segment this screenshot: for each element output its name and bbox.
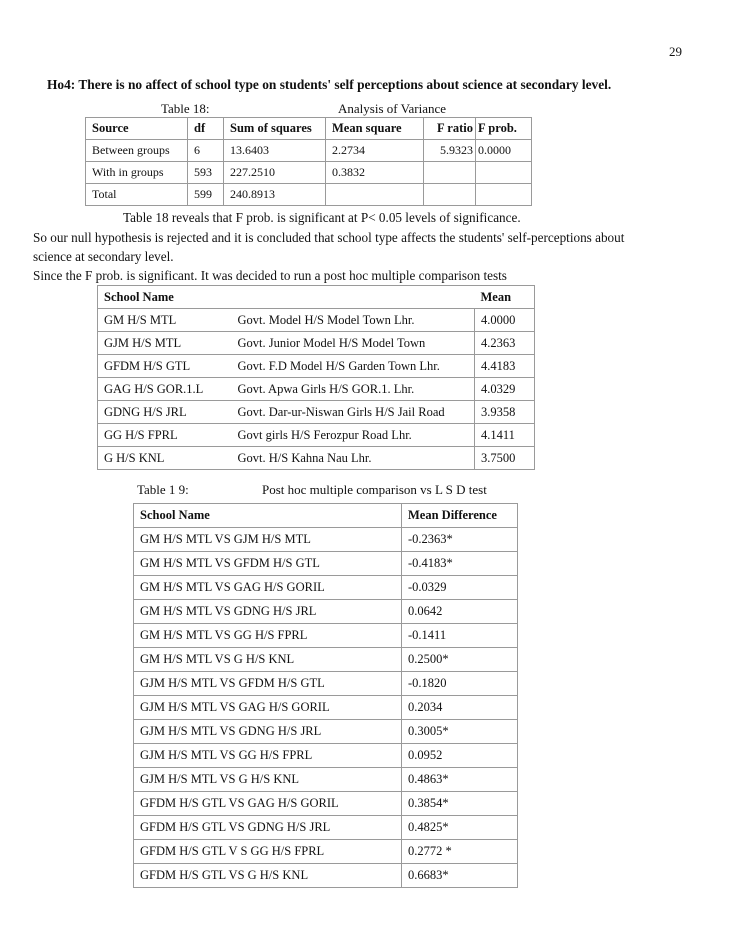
school-mean: 4.0329 xyxy=(475,378,535,401)
table-row xyxy=(134,696,518,720)
comparison-cell: GM H/S MTL VS GDNG H/S JRL xyxy=(134,600,402,624)
school-mean: 3.7500 xyxy=(475,447,535,470)
table-cell: 13.6403 xyxy=(224,140,326,162)
table-row xyxy=(98,424,535,447)
school-full-name: Govt. F.D Model H/S Garden Town Lhr. xyxy=(232,355,475,378)
table-row xyxy=(134,528,518,552)
table-cell: 0.0000 xyxy=(476,140,532,162)
school-code: GJM H/S MTL xyxy=(98,332,232,355)
school-mean: 4.1411 xyxy=(475,424,535,447)
header-f-prob: F prob. xyxy=(476,118,532,140)
school-code: GDNG H/S JRL xyxy=(98,401,232,424)
table-cell xyxy=(326,184,424,206)
table-row xyxy=(134,600,518,624)
header-mean: Mean xyxy=(475,286,535,309)
mean-difference-cell: 0.0952 xyxy=(402,744,518,768)
school-full-name: Govt. H/S Kahna Nau Lhr. xyxy=(232,447,475,470)
comparison-cell: GM H/S MTL VS GJM H/S MTL xyxy=(134,528,402,552)
school-full-name: Govt girls H/S Ferozpur Road Lhr. xyxy=(232,424,475,447)
table-cell xyxy=(424,184,476,206)
mean-difference-cell: 0.2034 xyxy=(402,696,518,720)
school-code: GFDM H/S GTL xyxy=(98,355,232,378)
table-cell: 2.2734 xyxy=(326,140,424,162)
table-row xyxy=(134,576,518,600)
comparison-cell: GM H/S MTL VS GFDM H/S GTL xyxy=(134,552,402,576)
mean-difference-cell: 0.3854* xyxy=(402,792,518,816)
school-full-name: Govt. Apwa Girls H/S GOR.1. Lhr. xyxy=(232,378,475,401)
comparison-cell: GJM H/S MTL VS G H/S KNL xyxy=(134,768,402,792)
table-row xyxy=(134,744,518,768)
school-code: G H/S KNL xyxy=(98,447,232,470)
header-f-ratio: F ratio xyxy=(424,118,476,140)
school-code: GG H/S FPRL xyxy=(98,424,232,447)
table-row xyxy=(86,162,532,184)
school-full-name: Govt. Dar-ur-Niswan Girls H/S Jail Road xyxy=(232,401,475,424)
table-row xyxy=(86,140,532,162)
school-mean: 4.0000 xyxy=(475,309,535,332)
header-school-name: School Name xyxy=(98,286,475,309)
mean-difference-cell: 0.4825* xyxy=(402,816,518,840)
table-cell: Between groups xyxy=(86,140,188,162)
table-cell: Total xyxy=(86,184,188,206)
table-cell xyxy=(476,162,532,184)
page-number: 29 xyxy=(669,44,682,59)
school-mean: 4.2363 xyxy=(475,332,535,355)
hypothesis-heading: Ho4: There is no affect of school type on students' self perceptions about science at secondary level. xyxy=(47,77,612,92)
school-code: GAG H/S GOR.1.L xyxy=(98,378,232,401)
table-cell xyxy=(424,162,476,184)
school-full-name: Govt. Model H/S Model Town Lhr. xyxy=(232,309,475,332)
mean-difference-cell: 0.2500* xyxy=(402,648,518,672)
comparison-cell: GJM H/S MTL VS GAG H/S GORIL xyxy=(134,696,402,720)
table19-caption-left: Table 1 9: xyxy=(137,482,189,497)
table-row xyxy=(98,378,535,401)
table-cell: 5.9323 xyxy=(424,140,476,162)
table-cell: 6 xyxy=(188,140,224,162)
table-row xyxy=(98,309,535,332)
comparison-cell: GM H/S MTL VS GG H/S FPRL xyxy=(134,624,402,648)
table-row xyxy=(134,768,518,792)
comparison-cell: GJM H/S MTL VS GDNG H/S JRL xyxy=(134,720,402,744)
school-mean: 3.9358 xyxy=(475,401,535,424)
comparison-cell: GFDM H/S GTL VS GAG H/S GORIL xyxy=(134,792,402,816)
paragraph-line-2: So our null hypothesis is rejected and it is concluded that school type affects the students' self-perceptions about xyxy=(33,230,625,245)
table-row xyxy=(134,672,518,696)
header-df: df xyxy=(188,118,224,140)
school-full-name: Govt. Junior Model H/S Model Town xyxy=(232,332,475,355)
table-row xyxy=(134,624,518,648)
table-cell: With in groups xyxy=(86,162,188,184)
paragraph-line-3: science at secondary level. xyxy=(33,249,174,264)
table-row xyxy=(134,792,518,816)
table-cell: 599 xyxy=(188,184,224,206)
table-row xyxy=(98,401,535,424)
mean-difference-cell: 0.6683* xyxy=(402,864,518,888)
post-hoc-table xyxy=(133,503,518,888)
header-school-name: School Name xyxy=(134,504,402,528)
table-row xyxy=(98,447,535,470)
table18-caption-right: Analysis of Variance xyxy=(338,101,447,116)
anova-table xyxy=(85,117,532,206)
table-row xyxy=(86,184,532,206)
header-mean-square: Mean square xyxy=(326,118,424,140)
table-cell: 227.2510 xyxy=(224,162,326,184)
table19-caption-right: Post hoc multiple comparison vs L S D test xyxy=(262,482,487,497)
school-mean: 4.4183 xyxy=(475,355,535,378)
comparison-cell: GJM H/S MTL VS GFDM H/S GTL xyxy=(134,672,402,696)
header-mean-difference: Mean Difference xyxy=(402,504,518,528)
table-row xyxy=(98,332,535,355)
mean-difference-cell: 0.4863* xyxy=(402,768,518,792)
table-cell xyxy=(476,184,532,206)
mean-difference-cell: -0.1820 xyxy=(402,672,518,696)
table-row xyxy=(98,355,535,378)
table-row xyxy=(134,840,518,864)
comparison-cell: GJM H/S MTL VS GG H/S FPRL xyxy=(134,744,402,768)
comparison-cell: GFDM H/S GTL VS G H/S KNL xyxy=(134,864,402,888)
table-header-row xyxy=(86,118,532,140)
mean-difference-cell: 0.2772 * xyxy=(402,840,518,864)
mean-difference-cell: -0.0329 xyxy=(402,576,518,600)
comparison-cell: GFDM H/S GTL VS GDNG H/S JRL xyxy=(134,816,402,840)
header-source: Source xyxy=(86,118,188,140)
schools-table xyxy=(97,285,535,470)
mean-difference-cell: 0.0642 xyxy=(402,600,518,624)
table-row xyxy=(134,552,518,576)
table-row xyxy=(134,720,518,744)
table-row xyxy=(134,648,518,672)
mean-difference-cell: -0.2363* xyxy=(402,528,518,552)
comparison-cell: GFDM H/S GTL V S GG H/S FPRL xyxy=(134,840,402,864)
mean-difference-cell: 0.3005* xyxy=(402,720,518,744)
school-code: GM H/S MTL xyxy=(98,309,232,332)
table-row xyxy=(134,864,518,888)
table-header-row xyxy=(134,504,518,528)
table-cell: 240.8913 xyxy=(224,184,326,206)
comparison-cell: GM H/S MTL VS G H/S KNL xyxy=(134,648,402,672)
comparison-cell: GM H/S MTL VS GAG H/S GORIL xyxy=(134,576,402,600)
header-sum-of-squares: Sum of squares xyxy=(224,118,326,140)
table-cell: 0.3832 xyxy=(326,162,424,184)
table-header-row xyxy=(98,286,535,309)
mean-difference-cell: -0.1411 xyxy=(402,624,518,648)
table-cell: 593 xyxy=(188,162,224,184)
paragraph-line-4: Since the F prob. is significant. It was decided to run a post hoc multiple comparison tests xyxy=(33,268,507,283)
table18-caption-left: Table 18: xyxy=(161,101,210,116)
table-row xyxy=(134,816,518,840)
paragraph-line-1: Table 18 reveals that F prob. is significant at P< 0.05 levels of significance. xyxy=(123,210,521,225)
mean-difference-cell: -0.4183* xyxy=(402,552,518,576)
